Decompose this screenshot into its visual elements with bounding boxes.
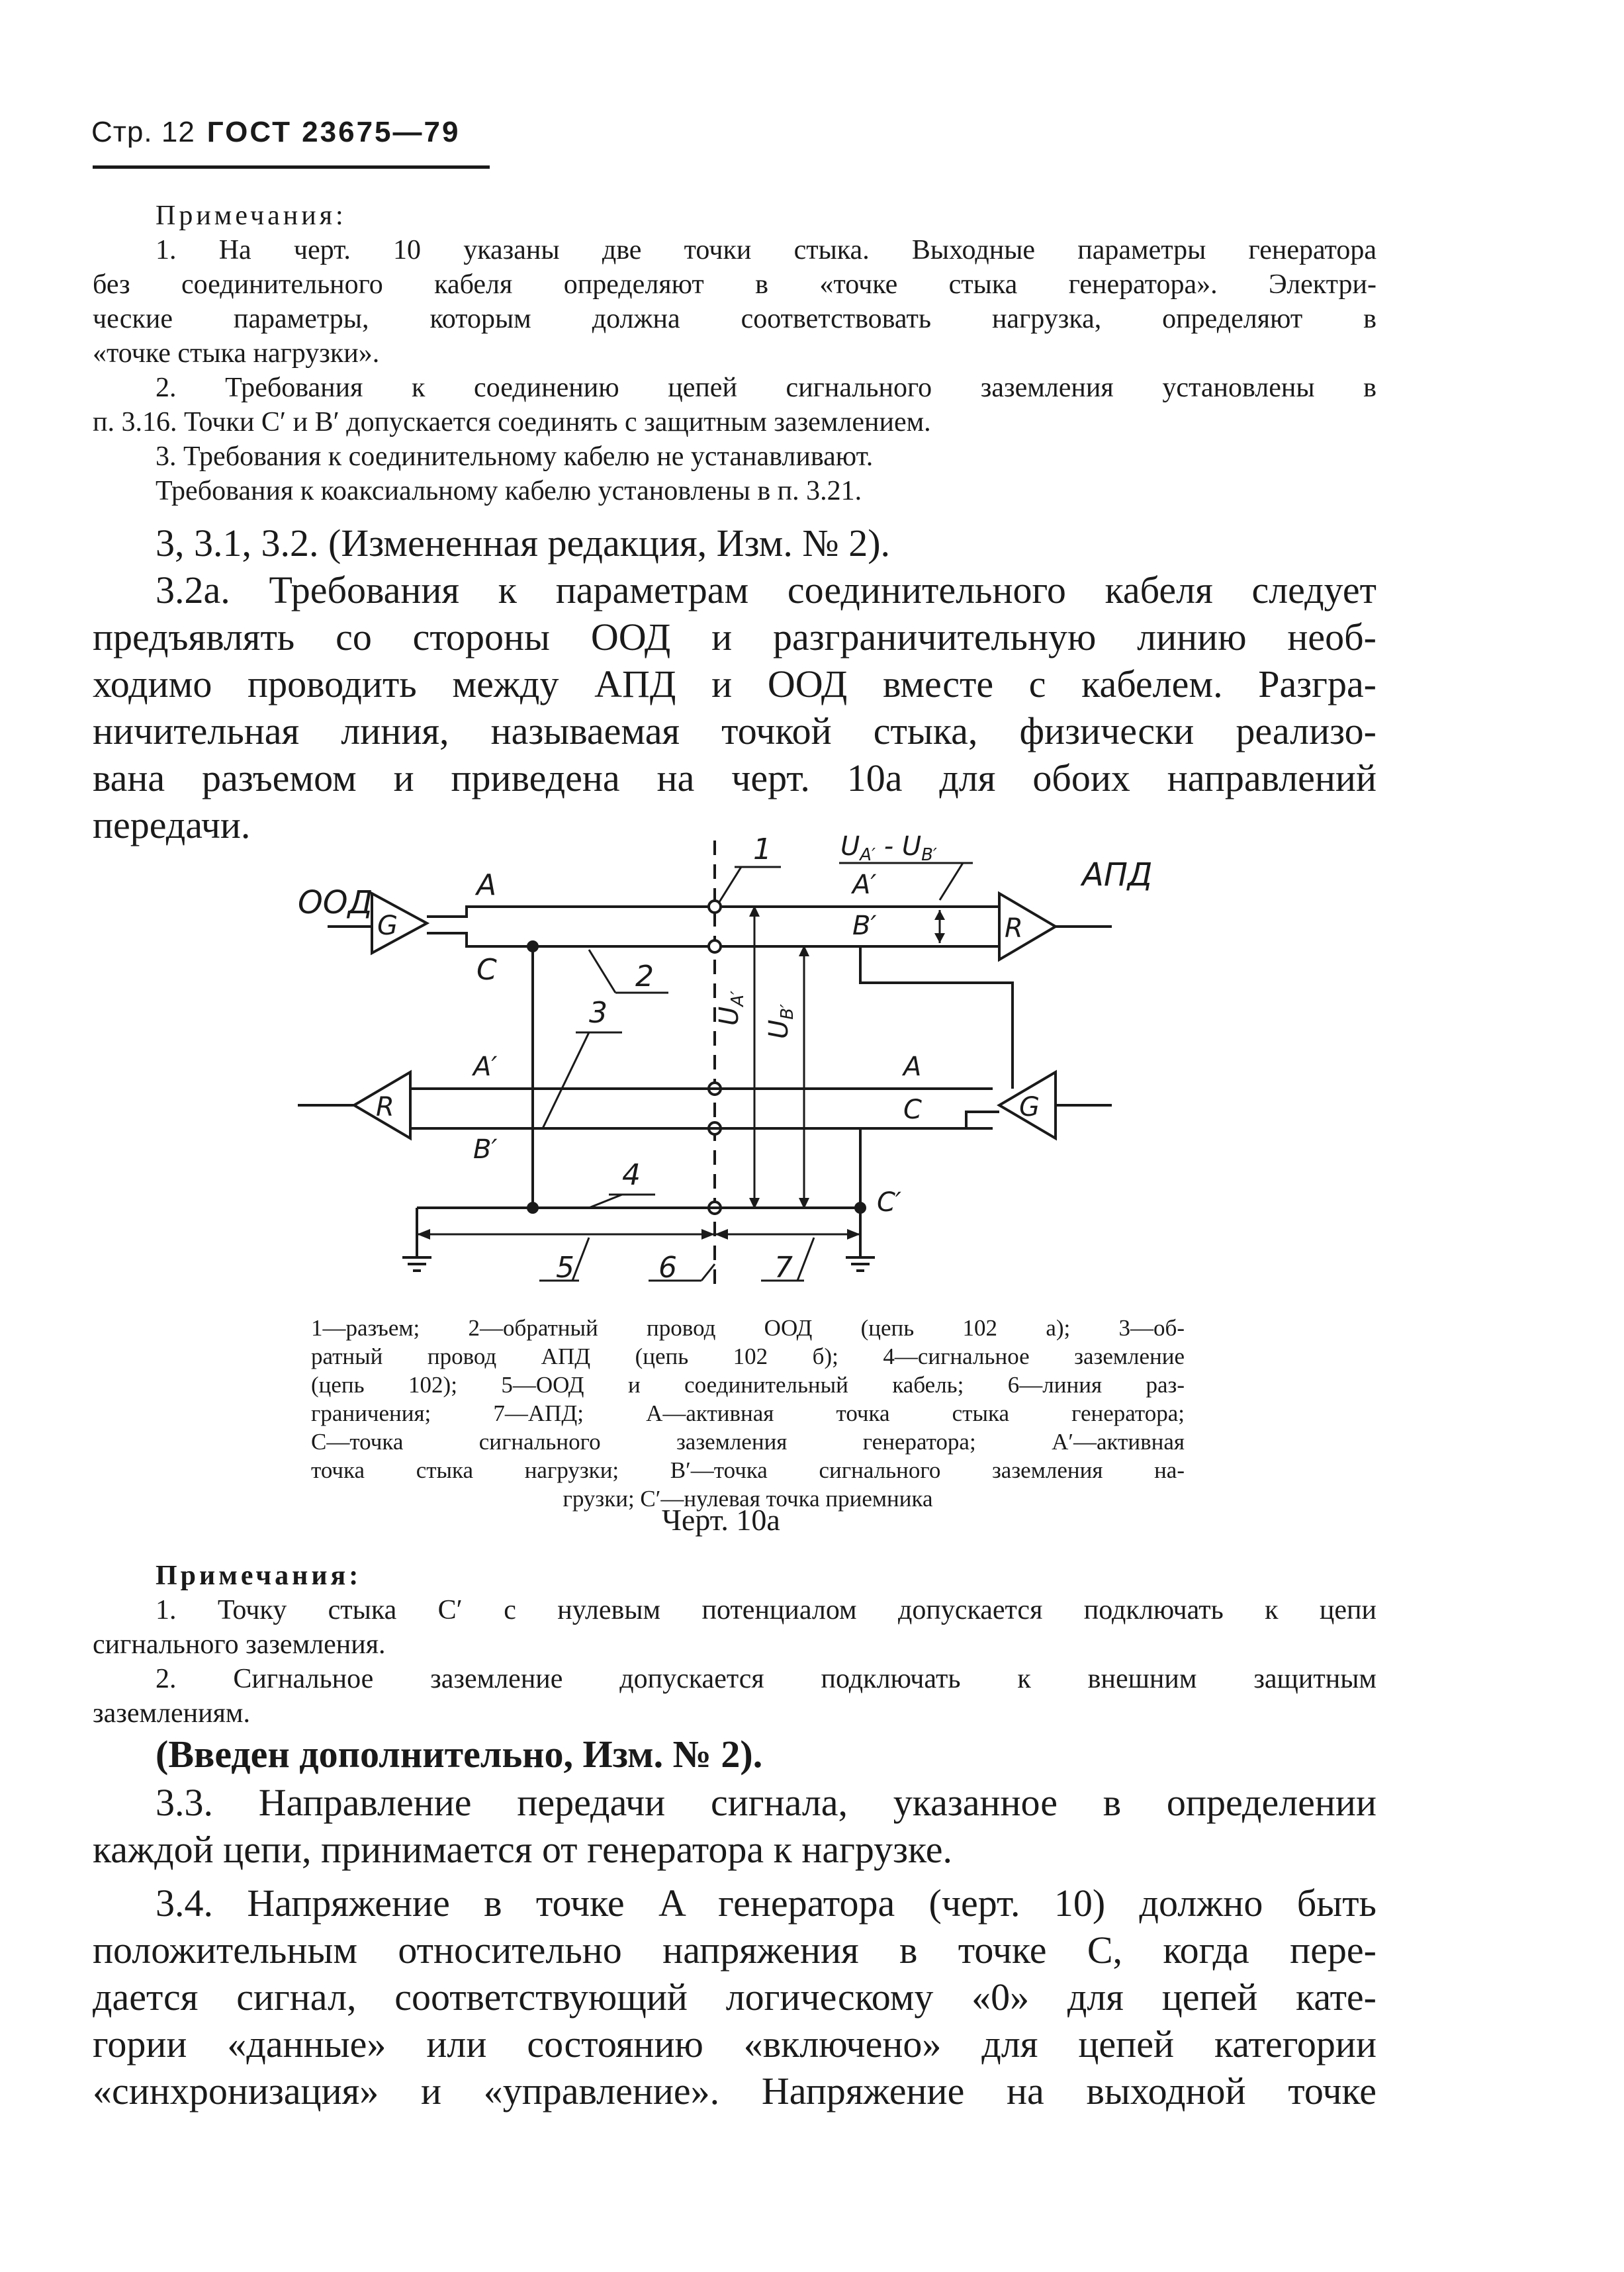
label-b-prime-top: B′ (852, 911, 877, 941)
caption-line: 1—разъем; 2—обратный провод ООД (цепь 102 а); 3—об- (311, 1315, 1185, 1341)
label-2-leader (589, 950, 615, 993)
interface-diagram (278, 821, 1218, 1284)
caption-line: C—точка сигнального заземления генератора; A′—активная (311, 1429, 1185, 1455)
note-line: ческие параметры, которым должна соответствовать нагрузка, определяют в (93, 304, 1376, 334)
text-line: предъявлять со стороны ООД и разграничительную линию необ- (93, 615, 1376, 659)
node-dot (528, 1203, 537, 1212)
label-apd: АПД (1082, 856, 1153, 893)
label-ood: ООД (298, 884, 373, 921)
arrow-head (715, 1229, 728, 1240)
text-line: ничительная линия, называемая точкой стыка, физически реализо- (93, 709, 1376, 752)
label-ua: $U_{A'}$ (714, 991, 748, 1026)
caption-line: ратный провод АПД (цепь 102 б); 4—сигнальное заземление (311, 1343, 1185, 1369)
page-number: Стр. 12 (91, 116, 195, 148)
paragraph-3-4 (93, 1880, 1376, 2114)
label-u-diff: $U_{A'} - U_{B'}$ (840, 831, 937, 865)
text-line: дается сигнал, соответствующий логическому «0» для цепей кате- (93, 1976, 1376, 2019)
arrow-head (934, 910, 945, 920)
caption-line: граничения; 7—АПД; A—активная точка стыка генератора; (311, 1400, 1185, 1426)
figure-title: Черт. 10а (662, 1503, 780, 1537)
label-b-prime-bottom: B′ (473, 1134, 498, 1165)
label-3-leader (543, 1032, 589, 1128)
wire-apd-return (860, 946, 1013, 1089)
note-line: 2. Сигнальное заземление допускается подключать к внешним защитным (156, 1664, 1376, 1694)
notes-block-2 (93, 1559, 1376, 1731)
caption-line: грузки; C′—нулевая точка приемника (563, 1486, 933, 1512)
text-line: вана разъемом и приведена на черт. 10а для обоих направлений (93, 756, 1376, 799)
text-line: передачи. (93, 803, 251, 846)
note-line: заземлениям. (93, 1698, 250, 1729)
note-line: 1. На черт. 10 указаны две точки стыка. Выходные параметры генератора (156, 235, 1376, 265)
text-line: 3.4. Напряжение в точке A генератора (черт. 10) должно быть (156, 1882, 1376, 1925)
arrow-head (847, 1229, 860, 1240)
label-a-prime-bottom: A′ (473, 1052, 498, 1082)
note-line: без соединительного кабеля определяют в «точке стыка генератора». Электри- (93, 269, 1376, 300)
label-g-bottom: G (1019, 1092, 1040, 1122)
label-c-prime: C′ (877, 1187, 902, 1218)
label-5-leader (572, 1238, 589, 1281)
label-g: G (377, 911, 398, 941)
label-3: 3 (589, 996, 608, 1030)
connector-point (709, 901, 721, 913)
text-line: гории «данные» или состоянию «включено» для цепей категории (93, 2022, 1376, 2066)
note-line: Требования к коаксиальному кабелю установлены в п. 3.21. (156, 476, 862, 506)
notes-heading: Примечания: (156, 201, 347, 231)
text-line: ходимо проводить между АПД и ООД вместе с кабелем. Разгра- (93, 662, 1376, 705)
label-2: 2 (635, 960, 654, 993)
connector-point (709, 940, 721, 952)
standard-id: ГОСТ 23675—79 (206, 116, 461, 148)
note-line: 3. Требования к соединительному кабелю не устанавливают. (156, 441, 874, 472)
amendment-note-1: 3, 3.1, 3.2. (Измененная редакция, Изм. № 2). (156, 522, 891, 565)
arrow-head (701, 1229, 715, 1240)
amendment-note-2: (Введен дополнительно, Изм. № 2). (156, 1733, 763, 1776)
caption-line: точка стыка нагрузки; B′—точка сигнального заземления на- (311, 1457, 1185, 1483)
paragraph-3-2a (93, 567, 1376, 848)
note-line: 1. Точку стыка C′ с нулевым потенциалом допускается подключать к цепи (156, 1595, 1376, 1625)
ground-symbol-left (402, 1257, 431, 1271)
text-line: «синхронизация» и «управление». Напряжение на выходной точке (93, 2069, 1376, 2113)
label-1: 1 (753, 833, 772, 866)
label-7: 7 (774, 1251, 793, 1284)
label-a-bottom: A (903, 1052, 922, 1082)
note-line: п. 3.16. Точки C′ и B′ допускается соединять с защитным заземлением. (93, 407, 931, 437)
label-r-bottom: R (376, 1092, 394, 1122)
arrow-head (934, 933, 945, 943)
note-line: сигнального заземления. (93, 1629, 386, 1660)
page-header (91, 116, 460, 149)
note-line: 2. Требования к соединению цепей сигнального заземления установлены в (156, 373, 1376, 403)
label-r: R (1005, 913, 1023, 944)
label-a-top: A (476, 868, 497, 902)
arrow-head (417, 1229, 430, 1240)
notes-heading: Примечания: (156, 1561, 362, 1591)
label-7-leader (797, 1238, 814, 1281)
label-4: 4 (622, 1158, 641, 1192)
note-line: «точке стыка нагрузки». (93, 338, 380, 369)
text-line: 3.3. Направление передачи сигнала, указанное в определении (156, 1781, 1376, 1824)
ground-symbol-right (846, 1257, 875, 1271)
label-ub: $U_{B'}$ (764, 1003, 797, 1039)
spacer (966, 1089, 999, 1099)
label-4-leader (589, 1195, 622, 1208)
label-5: 5 (556, 1251, 574, 1284)
label-1-leader (718, 867, 741, 904)
figure-caption (311, 1314, 1185, 1513)
caption-line: (цепь 102); 5—ООД и соединительный кабель; 6—линия раз- (311, 1372, 1185, 1398)
label-c-top: C (476, 953, 497, 987)
text-line: положительным относительно напряжения в точке C, когда пере- (93, 1929, 1376, 1972)
label-c-bottom: C (903, 1095, 922, 1125)
label-6: 6 (658, 1251, 677, 1284)
notes-block-1 (93, 199, 1376, 508)
header-rule (93, 165, 490, 169)
wire-c-bottom-step (966, 1112, 999, 1128)
text-line: каждой цепи, принимается от генератора к нагрузке. (93, 1828, 953, 1871)
label-a-prime-top: A′ (852, 870, 877, 900)
u-diff-leader (940, 863, 963, 900)
text-line: 3.2а. Требования к параметрам соединительного кабеля следует (156, 568, 1376, 612)
paragraph-3-3 (93, 1779, 1376, 1873)
label-6-leader (701, 1264, 715, 1281)
